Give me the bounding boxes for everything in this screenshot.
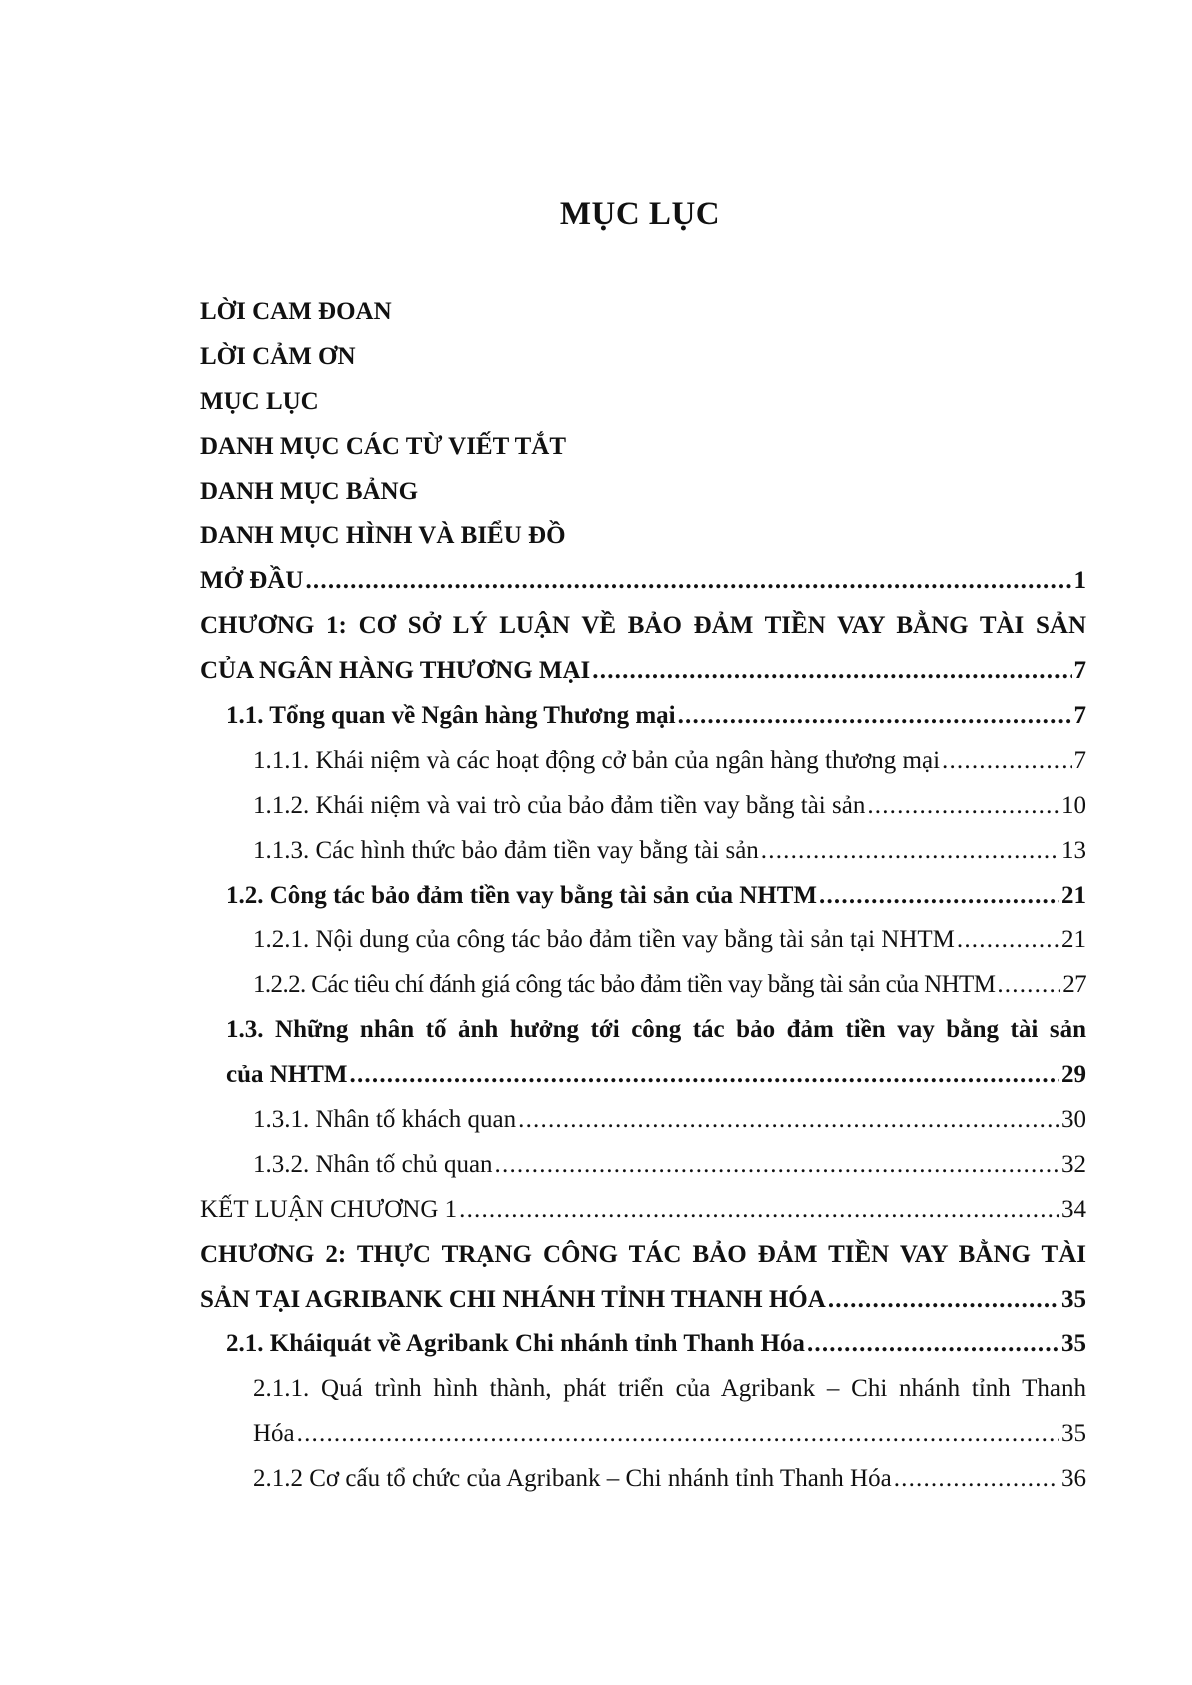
toc-entry[interactable] [200, 1322, 1086, 1367]
table-of-contents [200, 290, 1086, 1502]
dot-leader [305, 559, 1071, 604]
toc-page-number: 36 [1061, 1465, 1086, 1493]
toc-entry[interactable] [200, 649, 1086, 694]
toc-entry-title: 1.2.1. Nội dung của công tác bảo đảm tiền vay bằng tài sản tại NHTM [253, 926, 955, 954]
toc-entry-title: của NHTM [226, 1061, 348, 1089]
dot-leader [592, 649, 1071, 694]
toc-page-number: 7 [1073, 746, 1086, 774]
dot-leader [678, 694, 1072, 739]
dot-leader [761, 829, 1059, 874]
toc-entry-title: KẾT LUẬN CHƯƠNG 1 [200, 1195, 458, 1223]
toc-entry-title: MỞ ĐẦU [200, 567, 304, 595]
toc-page-number: 32 [1061, 1150, 1086, 1178]
toc-entry[interactable] [200, 784, 1086, 829]
toc-entry-title: 1.2.2. Các tiêu chí đánh giá công tác bảo đảm tiền vay bằng tài sản của NHTM [253, 971, 996, 999]
toc-entry-line1[interactable]: 1.3. Những nhân tố ảnh hưởng tới công tác bảo đảm tiền vay bằng tài sản [226, 1016, 1086, 1044]
toc-entry[interactable] [200, 1053, 1086, 1098]
toc-entry[interactable] [200, 1188, 1086, 1233]
toc-entry[interactable]: DANH MỤC HÌNH VÀ BIỂU ĐỒ [200, 522, 566, 550]
toc-entry-line1[interactable]: CHƯƠNG 2: THỰC TRẠNG CÔNG TÁC BẢO ĐẢM TIỀN VAY BẰNG TÀI [200, 1240, 1086, 1268]
toc-page-number: 21 [1061, 926, 1086, 954]
dot-leader [297, 1412, 1059, 1457]
dot-leader [459, 1188, 1059, 1233]
toc-entry[interactable]: DANH MỤC BẢNG [200, 477, 419, 505]
toc-entry-title: 1.1.2. Khái niệm và vai trò của bảo đảm tiền vay bằng tài sản [253, 791, 866, 819]
toc-page-number: 21 [1061, 881, 1086, 909]
dot-leader [894, 1457, 1059, 1502]
dot-leader [518, 1098, 1059, 1143]
toc-entry[interactable] [200, 1143, 1086, 1188]
toc-entry-title: 1.3.2. Nhân tố chủ quan [253, 1150, 493, 1178]
toc-entry[interactable] [200, 963, 1086, 1008]
toc-entry[interactable]: MỤC LỤC [200, 387, 319, 415]
toc-page-number: 35 [1061, 1285, 1086, 1313]
toc-page-number: 13 [1061, 836, 1086, 864]
toc-page-number: 35 [1061, 1420, 1086, 1448]
toc-entry-title: Hóa [253, 1420, 295, 1448]
toc-entry-title: 1.1.1. Khái niệm và các hoạt động cở bản của ngân hàng thương mại [253, 746, 941, 774]
toc-entry[interactable] [200, 694, 1086, 739]
toc-entry[interactable] [200, 1098, 1086, 1143]
toc-entry-title: 1.1. Tổng quan về Ngân hàng Thương mại [226, 702, 676, 730]
toc-entry-title: 1.3.1. Nhân tố khách quan [253, 1106, 517, 1134]
toc-page-number: 27 [1062, 971, 1086, 999]
toc-entry-line1[interactable]: CHƯƠNG 1: CƠ SỞ LÝ LUẬN VỀ BẢO ĐẢM TIỀN VAY BẰNG TÀI SẢN [200, 612, 1086, 640]
toc-entry[interactable] [200, 1412, 1086, 1457]
toc-page-number: 29 [1061, 1061, 1086, 1089]
dot-leader [807, 1322, 1059, 1367]
toc-entry[interactable] [200, 918, 1086, 963]
dot-leader [495, 1143, 1059, 1188]
toc-entry-line1[interactable]: 2.1.1. Quá trình hình thành, phát triển của Agribank – Chi nhánh tỉnh Thanh [253, 1375, 1086, 1403]
toc-entry[interactable] [200, 739, 1086, 784]
toc-page-number: 30 [1061, 1106, 1086, 1134]
toc-entry[interactable]: LỜI CAM ĐOAN [200, 298, 392, 325]
toc-entry-title: SẢN TẠI AGRIBANK CHI NHÁNH TỈNH THANH HÓA [200, 1285, 826, 1313]
toc-entry-title: 2.1. Kháiquát về Agribank Chi nhánh tỉnh Thanh Hóa [226, 1330, 805, 1358]
toc-page-number: 7 [1073, 657, 1086, 685]
toc-entry[interactable] [200, 829, 1086, 874]
page-title: MỤC LỤC [559, 196, 721, 232]
toc-entry[interactable]: DANH MỤC CÁC TỪ VIẾT TẮT [200, 432, 567, 460]
dot-leader [997, 963, 1060, 1008]
toc-page-number: 1 [1073, 567, 1086, 595]
toc-entry[interactable] [200, 1457, 1086, 1502]
toc-entry-title: 2.1.2 Cơ cấu tổ chức của Agribank – Chi nhánh tỉnh Thanh Hóa [253, 1465, 892, 1493]
toc-entry-title: CỦA NGÂN HÀNG THƯƠNG MẠI [200, 657, 591, 685]
dot-leader [957, 918, 1059, 963]
toc-page-number: 10 [1061, 791, 1086, 819]
toc-entry-title: 1.1.3. Các hình thức bảo đảm tiền vay bằng tài sản [253, 836, 759, 864]
toc-page-number: 34 [1061, 1195, 1086, 1223]
toc-entry[interactable] [200, 1278, 1086, 1323]
toc-entry[interactable] [200, 874, 1086, 919]
dot-leader [828, 1278, 1059, 1323]
toc-entry[interactable] [200, 559, 1086, 604]
toc-entry[interactable]: LỜI CẢM ƠN [200, 342, 356, 370]
dot-leader [350, 1053, 1059, 1098]
toc-page-number: 7 [1073, 702, 1086, 730]
dot-leader [942, 739, 1071, 784]
toc-entry-title: 1.2. Công tác bảo đảm tiền vay bằng tài sản của NHTM [226, 881, 818, 909]
dot-leader [867, 784, 1059, 829]
dot-leader [819, 874, 1059, 919]
toc-page-number: 35 [1061, 1330, 1086, 1358]
